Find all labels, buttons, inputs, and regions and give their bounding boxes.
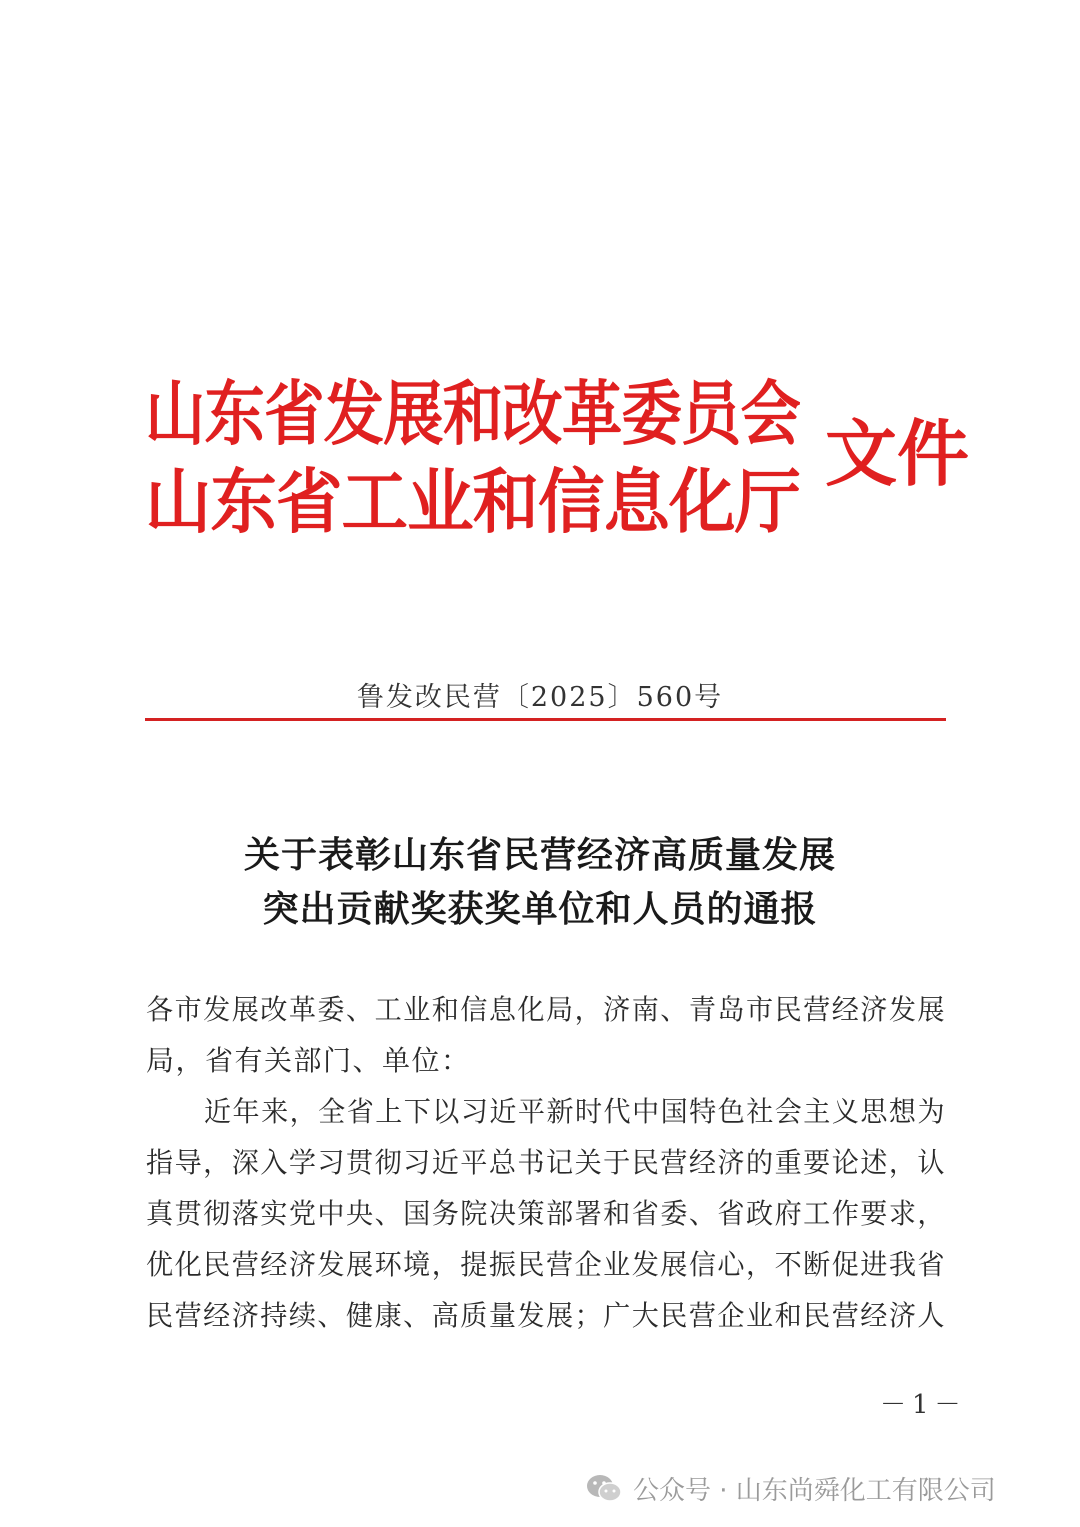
title-line-2: 突出贡献奖获奖单位和人员的通报 — [262, 888, 818, 930]
header-divider — [145, 718, 946, 721]
body-line: 各市发展改革委、工业和信息化局，济南、青岛市民营经济发展 — [146, 993, 947, 1026]
body-line: 优化民营经济发展环境，提振民营企业发展信心，不断促进我省 — [146, 1248, 947, 1281]
page-number: －1－ — [880, 1390, 967, 1420]
body-line: 指导，深入学习贯彻习近平总书记关于民营经济的重要论述，认 — [146, 1146, 947, 1179]
issuer-name-2: 山东省工业和信息化厅 — [145, 460, 800, 543]
document-type-label: 文件 — [825, 411, 970, 496]
watermark-text: 公众号 · 山东尚舜化工有限公司 — [633, 1475, 996, 1506]
body-line: 真贯彻落实党中央、国务院决策部署和省委、省政府工作要求， — [146, 1197, 947, 1230]
body-line: 近年来，全省上下以习近平新时代中国特色社会主义思想为 — [204, 1095, 947, 1128]
issuer-name-1: 山东省发展和改革委员会 — [145, 372, 800, 455]
document-title — [0, 828, 1080, 936]
wechat-icon — [585, 1473, 623, 1503]
title-line-1: 关于表彰山东省民营经济高质量发展 — [243, 834, 836, 876]
source-watermark — [585, 1466, 996, 1510]
body-line: 民营经济持续、健康、高质量发展；广大民营企业和民营经济人 — [146, 1299, 947, 1332]
body-line: 局，省有关部门、单位： — [146, 1044, 471, 1077]
issuer-header — [145, 372, 970, 554]
document-number: 鲁发改民营〔2025〕560号 — [356, 682, 724, 713]
document-body — [146, 984, 946, 1341]
